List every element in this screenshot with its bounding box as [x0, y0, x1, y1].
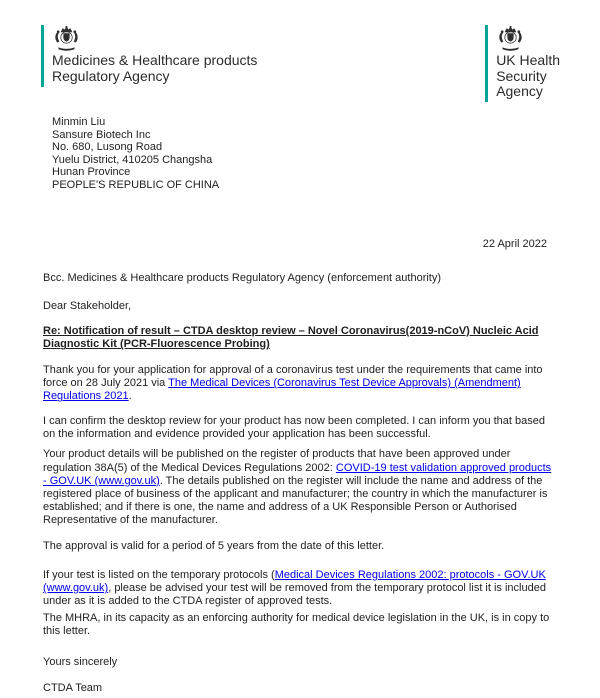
paragraph-mhra-copy: The MHRA, in its capacity as an enforcing authority for medical device legislation in the UK, is in copy to this letter.	[43, 611, 550, 638]
subject-line: Re: Notification of result – CTDA desktop review – Novel Coronavirus(2019-nCoV) Nucleic Acid Diagnostic Kit (PCR-Fluorescence Probing)	[43, 324, 539, 351]
paragraph-review-complete: I can confirm the desktop review for your product has now been completed. I can inform you that based on the information and evidence provided your application has been successful.	[43, 414, 545, 441]
approved-products-link[interactable]: COVID-19 test validation approved products - GOV.UK (www.gov.uk)	[43, 461, 552, 487]
mhra-logo-line1: Medicines & Healthcare products	[52, 52, 258, 68]
ukhsa-logo-line1: UK Health	[496, 52, 560, 68]
recipient-district: Yuelu District, 410205 Changsha	[52, 153, 213, 166]
paragraph-register-details	[43, 448, 557, 527]
recipient-province: Hunan Province	[52, 166, 131, 178]
paragraph-text: .	[128, 390, 132, 403]
ukhsa-logo	[485, 25, 560, 102]
salutation: Dear Stakeholder,	[43, 299, 132, 312]
mhra-logo-text	[52, 53, 257, 84]
ukhsa-logo-teal-bar	[485, 25, 488, 102]
royal-crest-icon	[53, 26, 80, 51]
ukhsa-logo-line2: Security	[496, 67, 547, 84]
paragraph-text: . The details published on the register will include the name and address of the registered place of business of the applicant and manufacturer; the country in which the manufacturer is established; and if there is one, the name and address of a UK Responsible Person or Authorised Representative of the manufacturer.	[43, 474, 548, 527]
recipient-street: No. 680, Lusong Road	[52, 141, 163, 153]
paragraph-application-thanks	[43, 364, 557, 404]
paragraph-text: , please be advised your test will be removed from the temporary protocol list it is included under as it is added to the CTDA register of approved tests.	[43, 582, 546, 608]
recipient-company: Sansure Biotech Inc	[52, 128, 151, 141]
regulations-2021-link[interactable]: The Medical Devices (Coronavirus Test Device Approvals) (Amendment) Regulations 2021	[43, 377, 521, 403]
paragraph-temporary-protocols	[43, 569, 557, 609]
royal-crest-icon	[497, 26, 524, 51]
valediction: Yours sincerely	[43, 656, 118, 669]
mhra-logo-teal-bar	[41, 25, 44, 87]
paragraph-text: Thank you for your application for approval of a coronavirus test under the requirements that came into force on 28 July 2021 via	[43, 363, 543, 390]
mhra-logo-line2: Regulatory Agency	[52, 67, 170, 84]
protocols-link[interactable]: Medical Devices Regulations 2002: protocols - GOV.UK (www.gov.uk)	[43, 568, 546, 595]
paragraph-text: Your product details will be published on the register of products that have been approved under regulation 38A(5) of the Medical Devices Regulations 2002:	[43, 448, 511, 474]
ukhsa-logo-line3: Agency	[496, 83, 543, 99]
recipient-address-block	[52, 116, 557, 191]
recipient-name: Minmin Liu	[52, 116, 106, 128]
paragraph-approval-validity: The approval is valid for a period of 5 years from the date of this letter.	[43, 539, 385, 552]
ukhsa-logo-text	[496, 53, 560, 100]
recipient-country: PEOPLE'S REPUBLIC OF CHINA	[52, 178, 220, 191]
letter-body	[43, 116, 557, 695]
paragraph-text: If your test is listed on the temporary protocols (	[43, 568, 275, 581]
letter-date: 22 April 2022	[482, 238, 547, 250]
signature: CTDA Team	[43, 681, 103, 694]
letter-header	[0, 0, 600, 102]
mhra-logo	[41, 25, 257, 87]
bcc-line: Bcc. Medicines & Healthcare products Regulatory Agency (enforcement authority)	[43, 272, 442, 285]
